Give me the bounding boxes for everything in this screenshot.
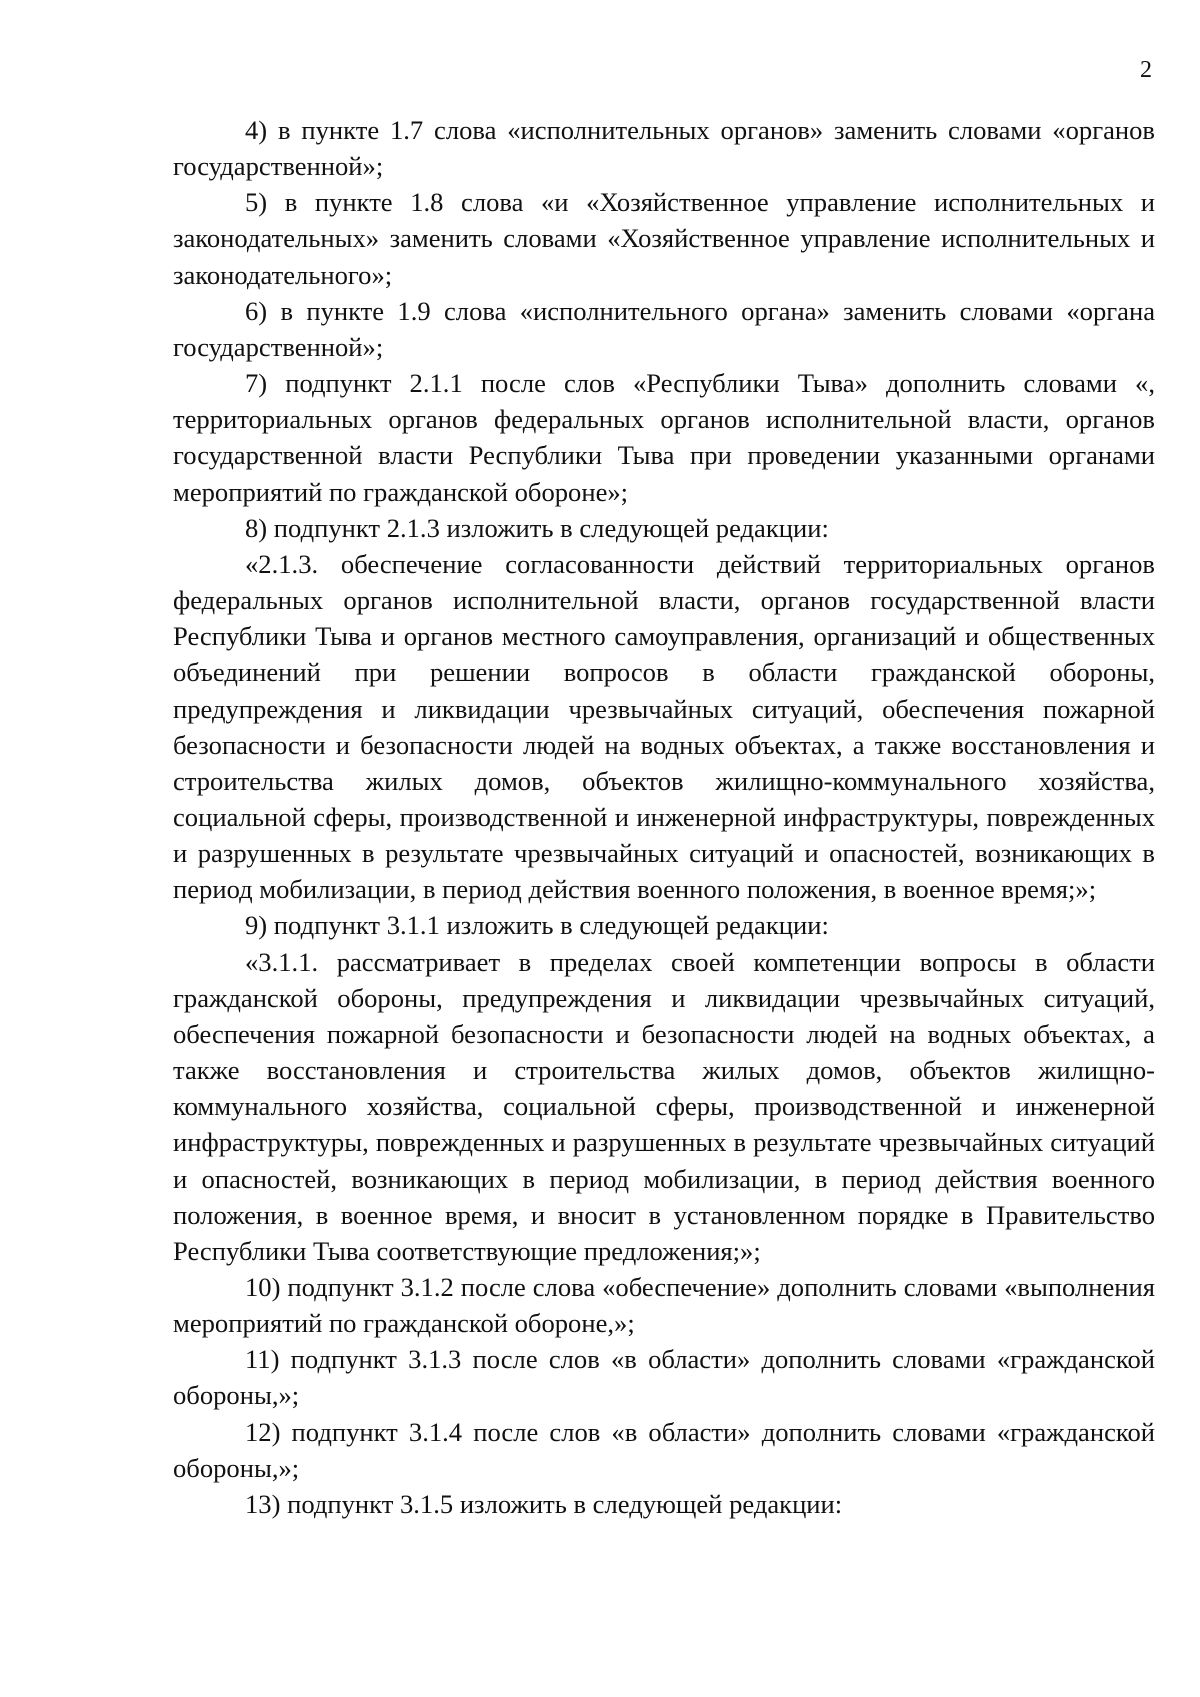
paragraph-item-6: 6) в пункте 1.9 слова «исполнительного органа» заменить словами «органа государственной»; [173,295,1155,362]
paragraph-item-7: 7) подпункт 2.1.1 после слов «Республики Тыва» дополнить словами «, территориальных органов федеральных органов исполнительной власти, органов государственной власти Республики Тыва при проведении указанными органами мероприятий по гражданской обороне»; [173,368,1155,507]
paragraph-item-12: 12) подпункт 3.1.4 после слов «в области» дополнить словами «гражданской обороны,»; [173,1416,1155,1483]
quoted-text-2-1-3: «2.1.3. обеспечение согласованности действий территориальных органов федеральных органов исполнительной власти, органов государственной власти Республики Тыва и органов местного самоуправления, организаций и общественных объединений при решении вопросов в области гражданской обороны, предупреждения и ликвидации чрезвычайных ситуаций, обеспечения пожарной безопасности и безопасности людей на водных объектах, а также восстановления и строительства жилых домов, объектов жилищно-коммунального хозяйства, социальной сферы, производственной и инженерной инфраструктуры, поврежденных и разрушенных в результате чрезвычайных ситуаций и опасностей, возникающих в период мобилизации, в период действия военного положения, в военное время;»; [173,548,1155,905]
paragraph-item-9: 9) подпункт 3.1.1 изложить в следующей редакции: [245,910,829,941]
paragraph-item-8: 8) подпункт 2.1.3 изложить в следующей редакции: [245,512,829,543]
paragraph-item-11: 11) подпункт 3.1.3 после слов «в области» дополнить словами «гражданской обороны,»; [173,1344,1155,1411]
quoted-text-3-1-1: «3.1.1. рассматривает в пределах своей компетенции вопросы в области гражданской обороны, предупреждения и ликвидации чрезвычайных ситуаций, обеспечения пожарной безопасности и безопасности людей на водных объектах, а также восстановления и строительства жилых домов, объектов жилищно-​коммунального хозяйства, социальной сферы, производственной и инженерной инфраструктуры, поврежденных и разрушенных в результате чрезвычайных ситуаций и опасностей, возникающих в период мобилизации, в период действия военного положения, в военное время, и вносит в установленном порядке в Правительство Республики Тыва соответствующие предложения;»; [173,946,1155,1266]
page-number: 2 [1140,57,1152,83]
paragraph-item-4: 4) в пункте 1.7 слова «исполнительных органов» заменить словами «органов государственной»; [173,115,1155,182]
paragraph-item-5: 5) в пункте 1.8 слова «и «Хозяйственное управление исполнительных и законодательных» заменить словами «Хозяйственное управление исполнительных и законодательного»; [173,187,1155,290]
paragraph-item-10: 10) подпункт 3.1.2 после слова «обеспечение» дополнить словами «выполнения мероприятий по гражданской обороне,»; [173,1272,1155,1339]
document-body [173,112,1155,1522]
paragraph-item-13: 13) подпункт 3.1.5 изложить в следующей редакции: [245,1488,843,1519]
